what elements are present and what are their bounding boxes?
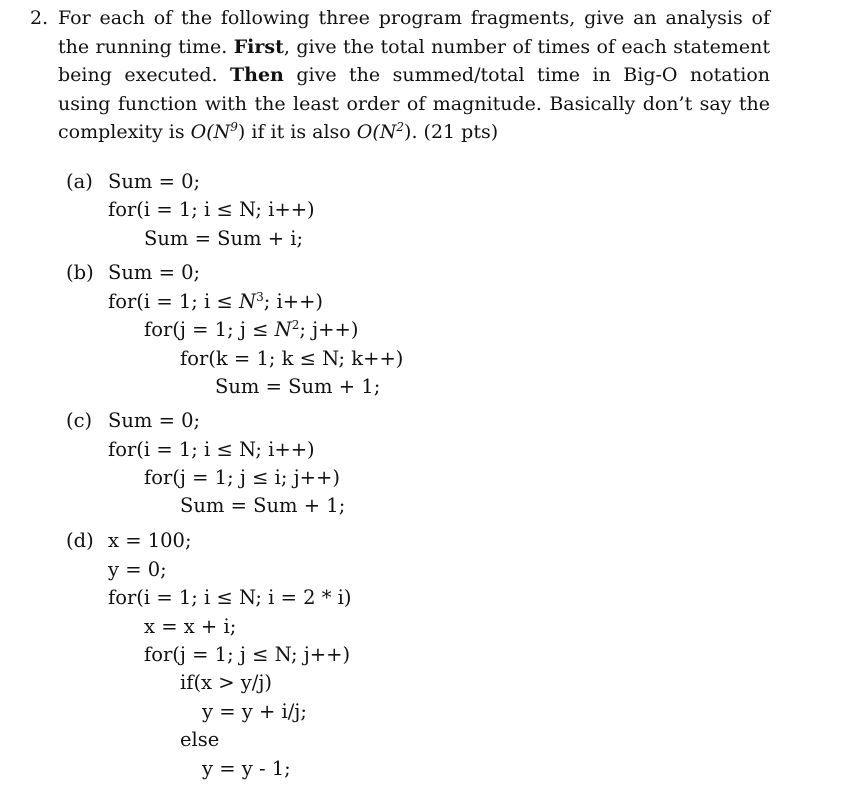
part-c-line-4: Sum = Sum + 1; (180, 494, 346, 517)
part-c-line-1: Sum = 0; (108, 409, 201, 432)
question-text (58, 4, 770, 147)
question-number: 2. (30, 7, 49, 29)
part-d-line-2: y = 0; (108, 558, 167, 581)
part-b-line-2: for(i = 1; $i \le N^3$; i++) (108, 290, 324, 313)
part-d-label: (d) (66, 529, 94, 552)
then-keyword: Then (230, 64, 284, 87)
part-a-line-3: Sum = Sum + i; (144, 227, 304, 250)
part-d-line-9: y = y - 1; (202, 757, 291, 780)
then-rest: give the summed/total time in Big-O notation using function with the least order of magnitude. Basically don’t say the complexity is (58, 64, 770, 144)
part-a-line-2: for(i = 1; i ≤ N; i++) (108, 198, 315, 221)
part-d-line-4: x = x + i; (144, 615, 237, 638)
tail-text: ). (21 pts) (404, 121, 499, 144)
question-2 (30, 4, 770, 147)
question-intro: For each of the following three program fragments, give an analysis of the running time. (58, 7, 770, 58)
part-b-label: (b) (66, 261, 94, 284)
part-c-line-3: for(j = 1; j ≤ i; j++) (144, 466, 340, 489)
mid-text: ) if it is also (237, 121, 351, 144)
part-c-line-2: for(i = 1; i ≤ N; i++) (108, 438, 315, 461)
first-rest: , give the total number of times of each statement being executed. (58, 35, 770, 87)
part-b-line-1: Sum = 0; (108, 261, 201, 284)
part-d-line-1: x = 100; (108, 529, 192, 552)
part-a-label: (a) (66, 170, 93, 193)
big-o-n2: $O(N^2$ (356, 120, 405, 144)
part-d-line-6: if(x > y/j) (180, 671, 273, 694)
part-c-label: (c) (66, 409, 93, 432)
part-d-line-7: y = y + i/j; (202, 700, 307, 723)
part-d-line-5: for(j = 1; j ≤ N; j++) (144, 643, 351, 666)
part-b-line-3: for(j = 1; $j \le N^2$; j++) (144, 318, 359, 341)
big-o-n9: $O(N^9$ (190, 120, 238, 144)
first-keyword: First (233, 35, 284, 58)
part-a-line-1: Sum = 0; (108, 170, 201, 193)
part-b-line-5: Sum = Sum + 1; (215, 375, 381, 398)
part-b-line-4: for(k = 1; k ≤ N; k++) (180, 347, 404, 370)
part-d-line-8: else (180, 728, 220, 751)
part-d-line-3: for(i = 1; i ≤ N; i = 2 * i) (108, 586, 352, 609)
